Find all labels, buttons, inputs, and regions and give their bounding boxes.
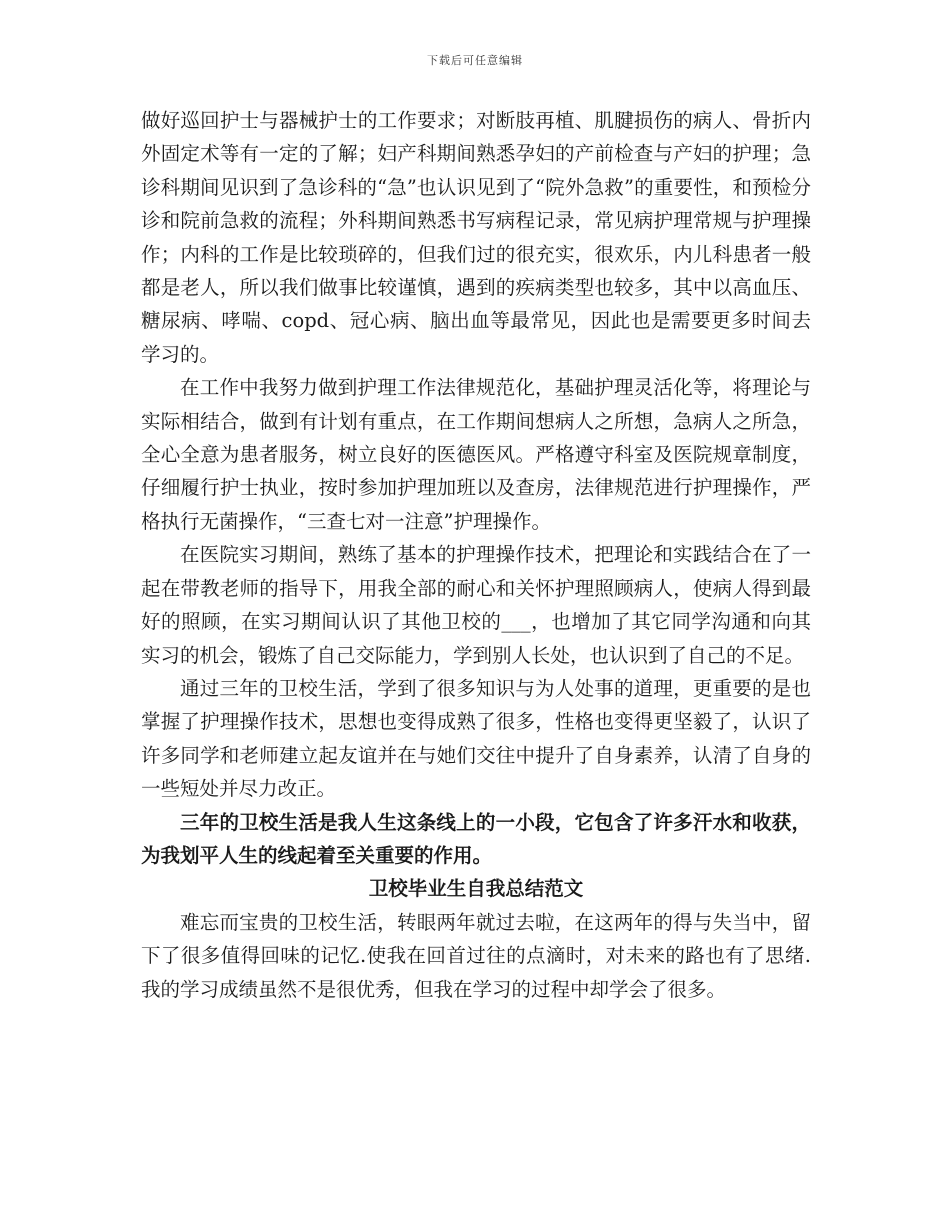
paragraph-5-bold: 三年的卫校生活是我人生这条线上的一小段，它包含了许多汗水和收获，为我划平人生的线起着至关重要的作用。 (141, 810, 811, 867)
paragraph-2: 在工作中我努力做到护理工作法律规范化，基础护理灵活化等，将理论与实际相结合，做到有计划有重点，在工作期间想病人之所想，急病人之所急，全心全意为患者服务，树立良好的医德医风。严格遵守科室及医院规章制度，仔细履行护士执业，按时参加护理加班以及查房，法律规范进行护理操作，严格执行无菌操作，“三查七对一注意”护理操作。 (141, 376, 811, 533)
paragraph-3: 在医院实习期间，熟练了基本的护理操作技术，把理论和实践结合在了一起在带教老师的指导下，用我全部的耐心和关怀护理照顾病人，使病人得到最好的照顾，在实习期间认识了其他卫校的___，也增加了其它同学沟通和向其实习的机会，锻炼了自己交际能力，学到别人长处，也认识到了自己的不足。 (141, 543, 811, 667)
paragraph-4: 通过三年的卫校生活，学到了很多知识与为人处事的道理，更重要的是也掌握了护理操作技术，思想也变得成熟了很多，性格也变得更坚毅了，认识了许多同学和老师建立起友谊并在与她们交往中提升了自身素养，认清了自身的一些短处并尽力改正。 (141, 676, 811, 801)
page-header: 下载后可任意编辑 (427, 54, 523, 67)
paragraph-1: 做好巡回护士与器械护士的工作要求；对断肢再植、肌腱损伤的病人、骨折内外固定术等有一定的了解；妇产科期间熟悉孕妇的产前检查与产妇的护理；急诊科期间见识到了急诊科的“急”也认识见到了“院外急救”的重要性，和预检分诊和院前急救的流程；外科期间熟悉书写病程记录，常见病护理常规与护理操作；内科的工作是比较琐碎的，但我们过的很充实，很欢乐，内儿科患者一般都是老人，所以我们做事比较谨慎，遇到的疾病类型也较多，其中以高血压、糖尿病、哮喘、copd、冠心病、脑出血等最常见，因此也是需要更多时间去学习的。 (141, 109, 811, 366)
document-title: 卫校毕业生自我总结范文 (368, 877, 584, 901)
paragraph-6: 难忘而宝贵的卫校生活，转眼两年就过去啦，在这两年的得与失当中，留下了很多值得回味的记忆.使我在回首过往的点滴时，对未来的路也有了思绪.我的学习成绩虽然不是很优秀，但我在学习的过程中却学会了很多。 (141, 910, 811, 1001)
document-body (141, 104, 811, 1006)
